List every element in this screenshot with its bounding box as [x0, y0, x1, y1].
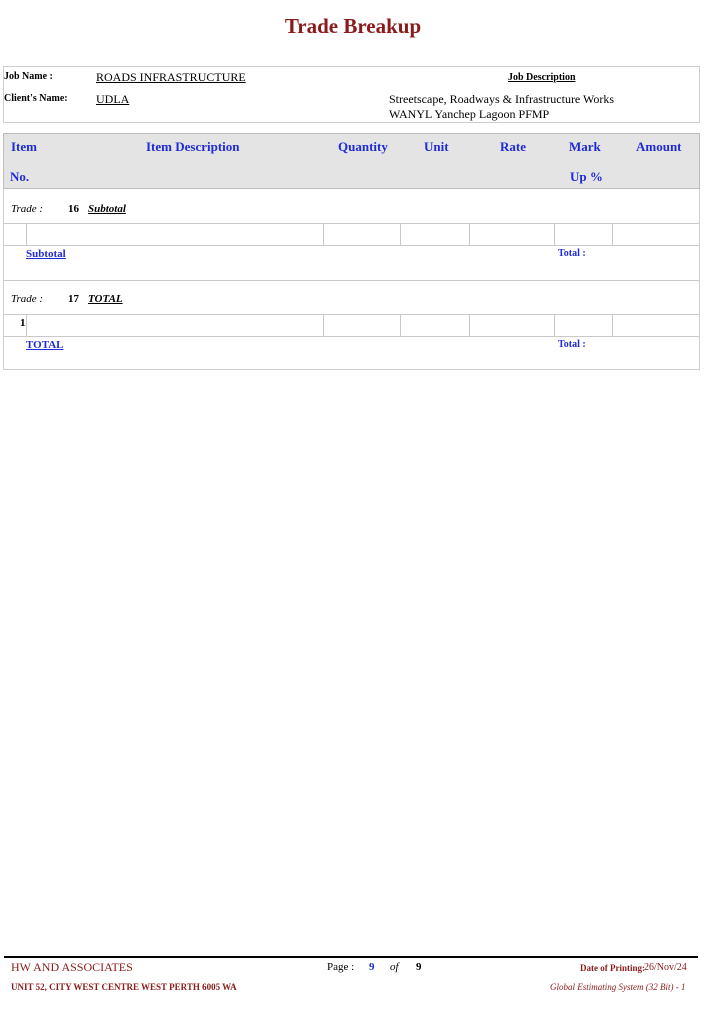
job-name-value: ROADS INFRASTRUCTURE [96, 70, 246, 84]
cell-divider [323, 314, 324, 336]
client-name-value: UDLA [96, 92, 130, 106]
company-name: HW AND ASSOCIATES [11, 960, 133, 974]
page-current: 9 [369, 961, 375, 973]
trade-name: Subtotal [88, 203, 126, 215]
trade-total-link[interactable]: TOTAL [26, 339, 64, 351]
trade-label: Trade : [11, 293, 44, 305]
page-total: 9 [416, 961, 422, 973]
col-markup: Mark [569, 139, 601, 154]
company-address: UNIT 52, CITY WEST CENTRE WEST PERTH 6005 WA [11, 982, 237, 992]
row-divider [4, 223, 699, 224]
date-printing-value: 26/Nov/24 [644, 962, 687, 973]
col-markup-line2: Up % [570, 169, 603, 184]
col-item-no: Item [11, 139, 37, 154]
cell-divider [554, 223, 555, 245]
trade-name: TOTAL [88, 293, 123, 305]
trade-subtotal-link[interactable]: Subtotal [26, 248, 66, 260]
cell-divider [554, 314, 555, 336]
job-description-label: Job Description [508, 72, 576, 83]
page-title: Trade Breakup [284, 14, 422, 38]
cell-divider [400, 223, 401, 245]
cell-divider [612, 314, 613, 336]
trade-divider [4, 280, 699, 281]
cell-divider [323, 223, 324, 245]
trade-label: Trade : [11, 203, 44, 215]
cell-divider [400, 314, 401, 336]
row-divider [4, 336, 699, 337]
trade-number: 17 [68, 293, 79, 305]
cell-divider [26, 314, 27, 336]
row-divider [4, 245, 699, 246]
col-quantity: Quantity [338, 139, 388, 154]
col-rate: Rate [500, 139, 526, 154]
system-name: Global Estimating System (32 Bit) - 1 [550, 982, 686, 992]
trade-total-label: Total : [558, 248, 586, 259]
cell-divider [469, 314, 470, 336]
col-item-no-line2: No. [10, 169, 30, 184]
job-description-line2: WANYL Yanchep Lagoon PFMP [389, 107, 550, 121]
col-unit: Unit [424, 139, 449, 154]
cell-divider [469, 223, 470, 245]
col-amount: Amount [636, 139, 682, 154]
job-name-label: Job Name : [4, 71, 53, 82]
cell-divider [612, 223, 613, 245]
trade-number: 16 [68, 203, 79, 215]
cell-divider [26, 223, 27, 245]
job-description-line1: Streetscape, Roadways & Infrastructure Works [389, 92, 615, 106]
row-divider [4, 314, 699, 315]
col-item-description: Item Description [146, 139, 240, 154]
item-number: 1 [20, 317, 26, 329]
date-printing-label: Date of Printing: [580, 963, 645, 973]
page-of: of [390, 961, 399, 973]
trade-total-label: Total : [558, 339, 586, 350]
client-name-label: Client's Name: [4, 93, 68, 104]
footer-divider [4, 956, 698, 958]
page-label: Page : [327, 961, 355, 973]
